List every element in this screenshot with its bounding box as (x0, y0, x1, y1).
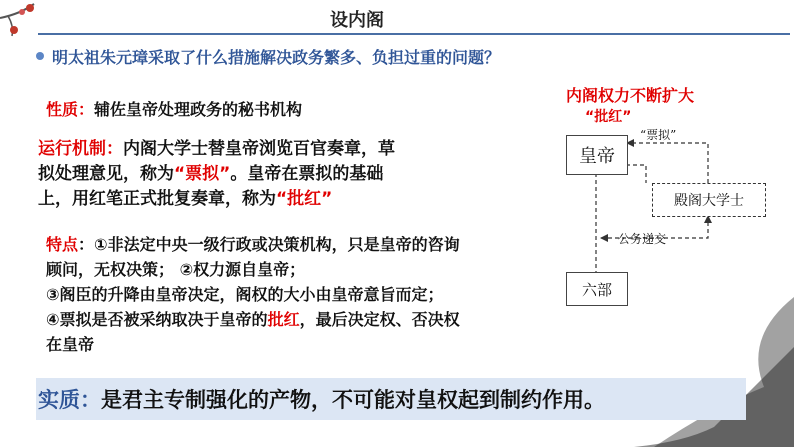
title-divider (38, 33, 790, 35)
question-text: 明太祖朱元璋采取了什么措施解决政务繁多、负担过重的问题？ (52, 48, 501, 67)
piaoni-term: “票拟” (174, 164, 231, 184)
essence-label: 实质： (38, 388, 101, 412)
mechanism-line2-end: 。皇帝在票拟的基础 (230, 164, 384, 184)
pihong-term-2: 批红 (267, 310, 300, 329)
cabinet-scholar-node: 殿阁大学士 (652, 183, 766, 217)
mechanism-line2: 拟处理意见，称为 (38, 164, 174, 184)
features-label: 特点 (46, 235, 79, 254)
six-ministries-node: 六部 (566, 272, 628, 306)
pihong-term: “批红” (276, 189, 333, 209)
mechanism-line3: 上，用红笔正式批复奏章，称为 (38, 189, 276, 209)
essence-line (38, 384, 605, 414)
nature-line (46, 97, 302, 122)
features-block (46, 232, 460, 357)
diagram-title: 内阁权力不断扩大 (566, 86, 695, 105)
mechanism-line1: 内阁大学士替皇帝浏览百官奏章，草 (123, 139, 395, 159)
features-line1: ：①非法定中央一级行政或决策机构，只是皇帝的咨询 (78, 235, 460, 254)
page-title: 设内阁 (330, 10, 384, 31)
features-line3: ③阁臣的升降由皇帝决定，阁权的大小由皇帝意旨而定； (46, 285, 444, 304)
bullet-icon (36, 52, 44, 60)
features-line4-end: ，最后决定权、否决权 (299, 310, 460, 329)
mechanism-label: 运行机制： (38, 139, 123, 159)
diagram-subtitle: “批红” (585, 109, 632, 125)
essence-text: 是君主专制强化的产物，不可能对皇权起到制约作用。 (101, 388, 605, 412)
features-line4: ④票拟是否被采纳取决于皇帝的 (46, 310, 268, 329)
gongwu-edge-label: 公务递交 (618, 232, 667, 246)
plum-blossom-decoration (0, 0, 60, 60)
mechanism-block (38, 137, 395, 212)
piaoni-edge-label: “票拟” (640, 128, 677, 142)
features-line2: 顾问，无权决策； ②权力源自皇帝； (46, 260, 306, 279)
nature-label: 性质： (46, 100, 95, 119)
features-line5: 在皇帝 (46, 335, 95, 354)
emperor-node: 皇帝 (566, 135, 628, 175)
nature-text: 辅佐皇帝处理政务的秘书机构 (94, 100, 303, 119)
